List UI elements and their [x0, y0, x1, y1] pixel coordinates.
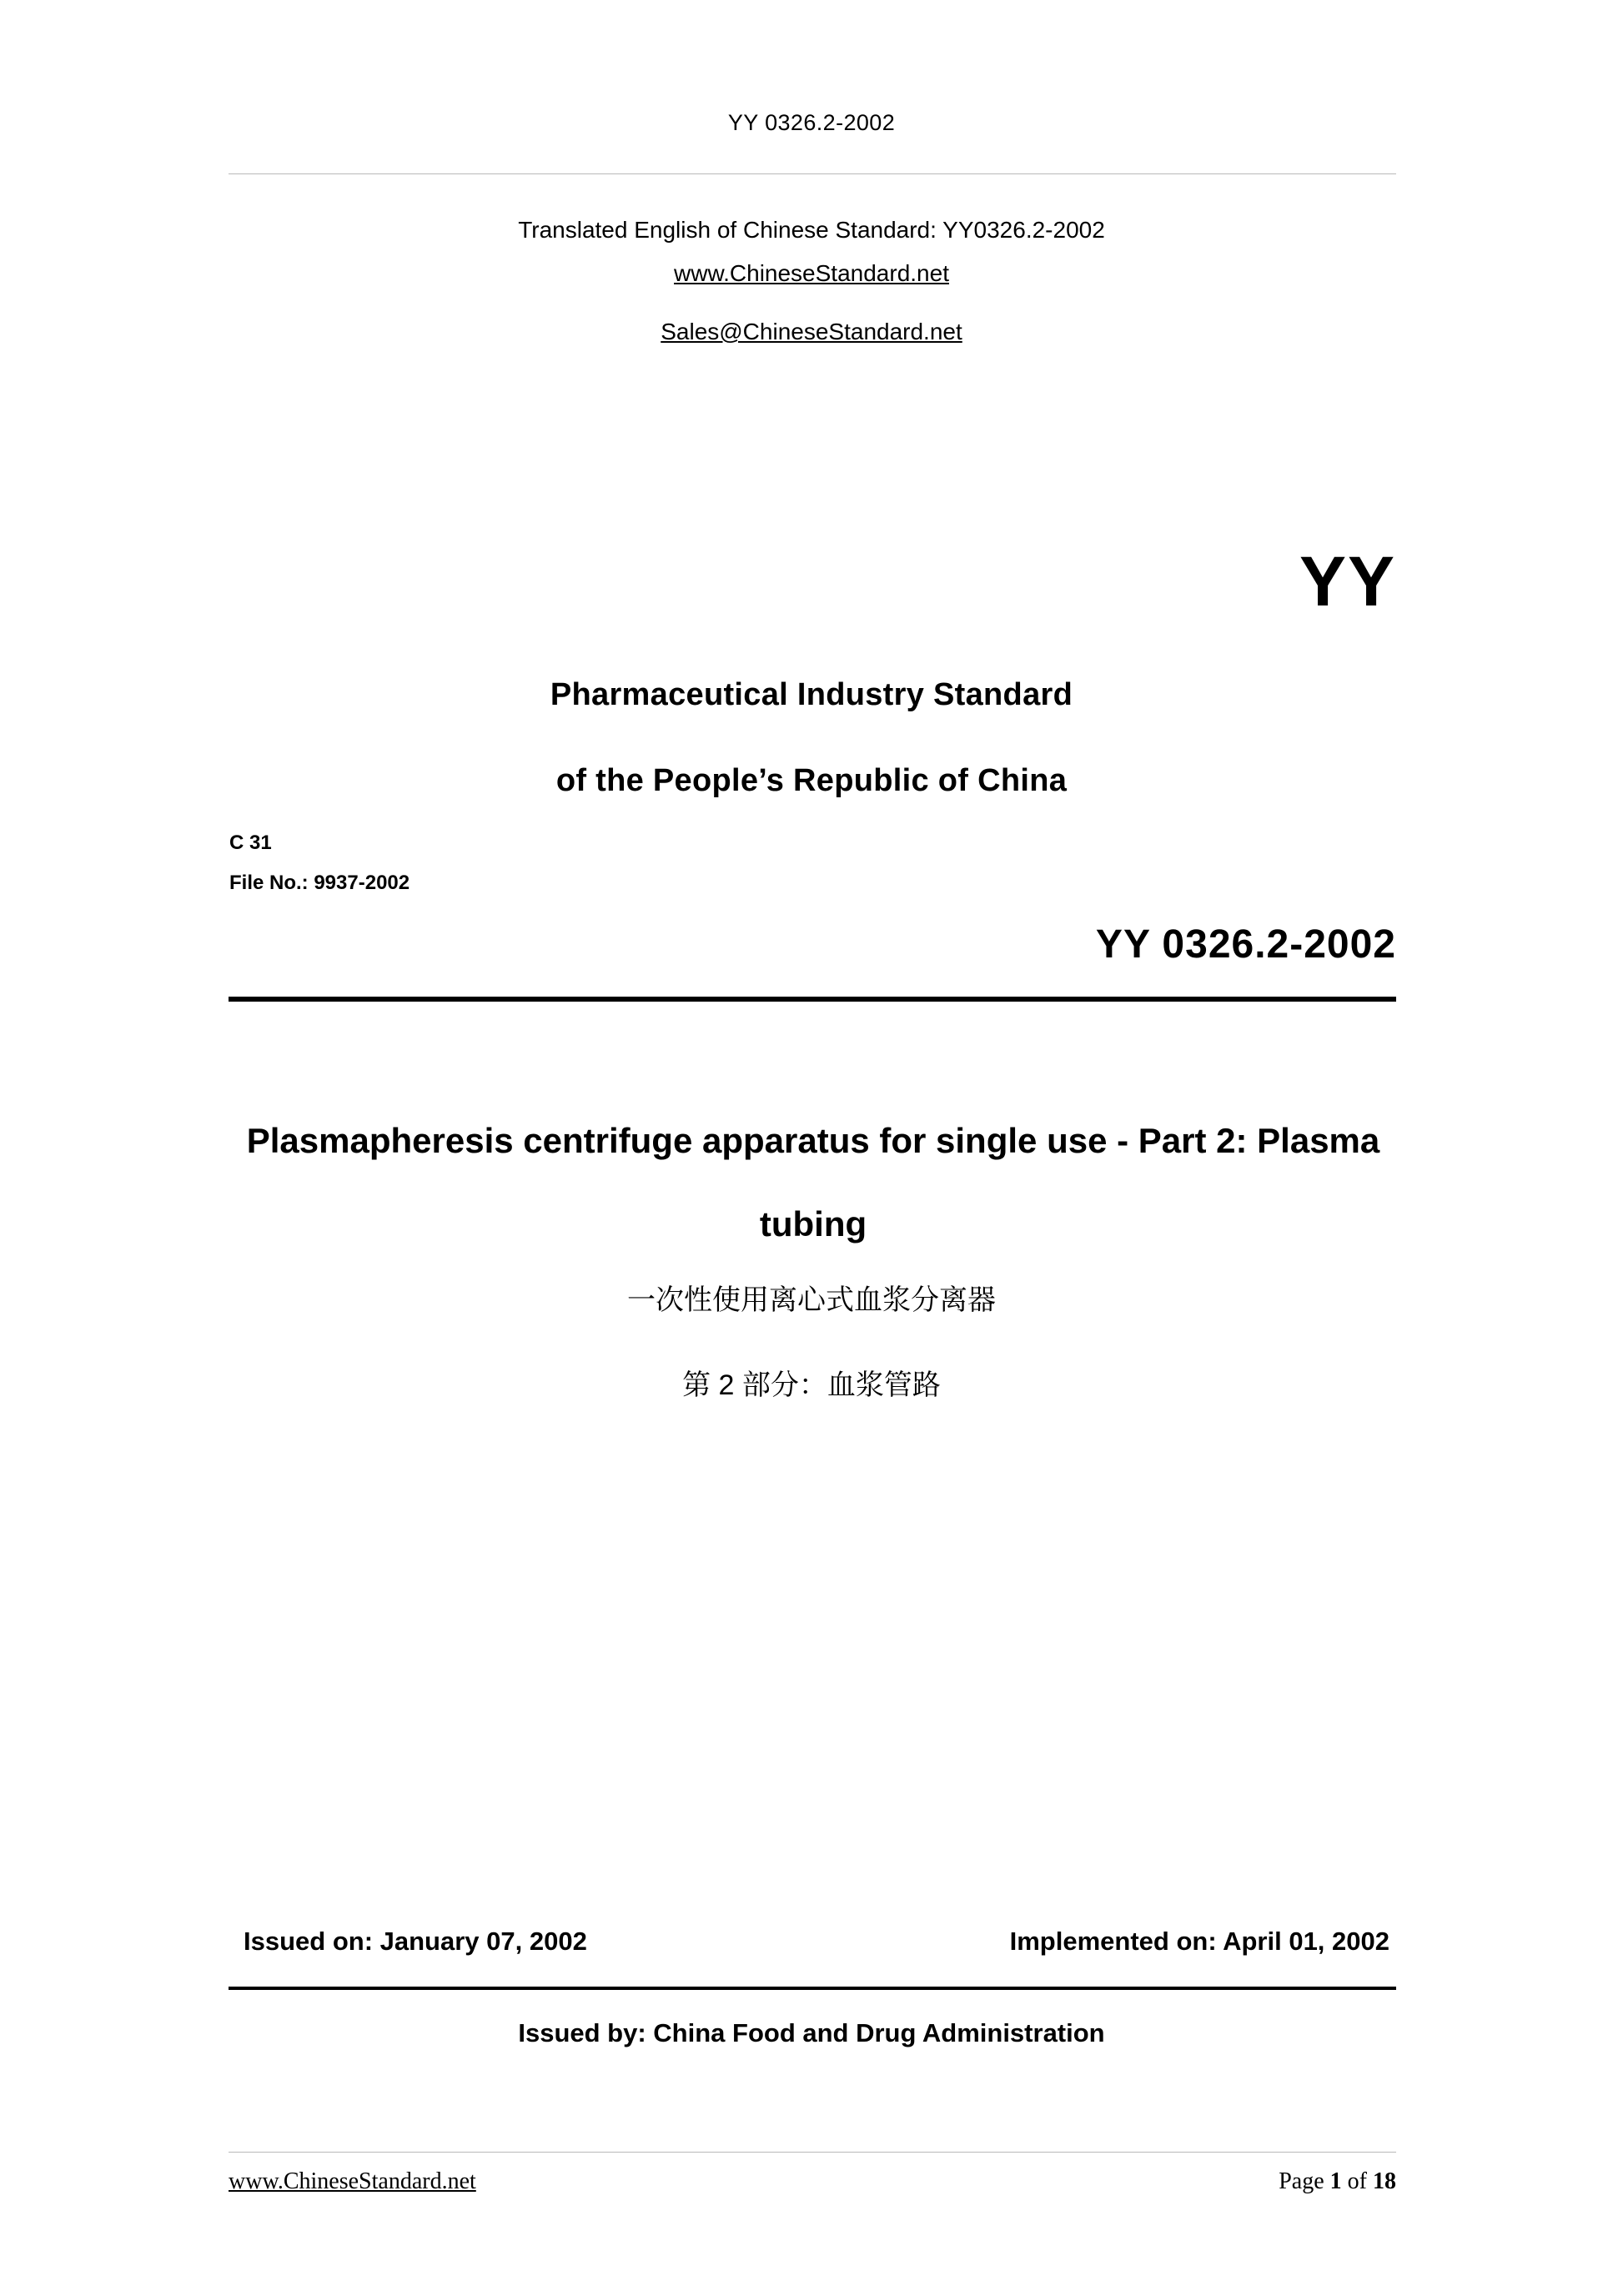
title-divider [229, 997, 1396, 1002]
document-title-chinese-line-2: 第 2 部分：血浆管路 [682, 1369, 941, 1401]
footer-divider [229, 2152, 1396, 2153]
source-block [0, 208, 1623, 354]
issuing-org-line-1: Pharmaceutical Industry Standard [550, 677, 1073, 712]
issued-on-date: Issued on: January 07, 2002 [244, 1927, 587, 1956]
document-title-chinese-line-1: 一次性使用离心式血浆分离器 [627, 1284, 996, 1316]
page-number: 1 [1329, 2168, 1342, 2194]
page-footer [229, 2168, 1396, 2195]
document-title-english: Plasmapheresis centrifuge apparatus for single use - Part 2: Plasma tubing [246, 1121, 1380, 1243]
yy-logo: YY [1299, 542, 1396, 620]
page-prefix: Page [1279, 2168, 1330, 2194]
page-suffix: of [1341, 2168, 1373, 2194]
page-indicator [1279, 2168, 1396, 2195]
issuing-org-line-2: of the People’s Republic of China [555, 763, 1068, 798]
footer-website-link[interactable]: www.ChineseStandard.net [229, 2168, 476, 2194]
running-header: YY 0326.2-2002 [727, 110, 896, 135]
source-website-link[interactable]: www.ChineseStandard.net [674, 260, 949, 286]
standard-number: YY 0326.2-2002 [1095, 922, 1396, 967]
implemented-on-date: Implemented on: April 01, 2002 [1009, 1927, 1389, 1956]
dates-row [229, 1927, 1396, 1957]
classification-code: C 31 [229, 831, 272, 854]
source-email-link[interactable]: Sales@ChineseStandard.net [661, 319, 962, 344]
file-number: File No.: 9937-2002 [229, 872, 410, 894]
dates-divider [229, 1987, 1396, 1990]
page-total: 18 [1373, 2168, 1396, 2194]
translated-standard-line: Translated English of Chinese Standard: YY0326.2-2002 [518, 217, 1105, 243]
issued-by-line: Issued by: China Food and Drug Administration [518, 2018, 1105, 2047]
header-divider [229, 173, 1396, 174]
